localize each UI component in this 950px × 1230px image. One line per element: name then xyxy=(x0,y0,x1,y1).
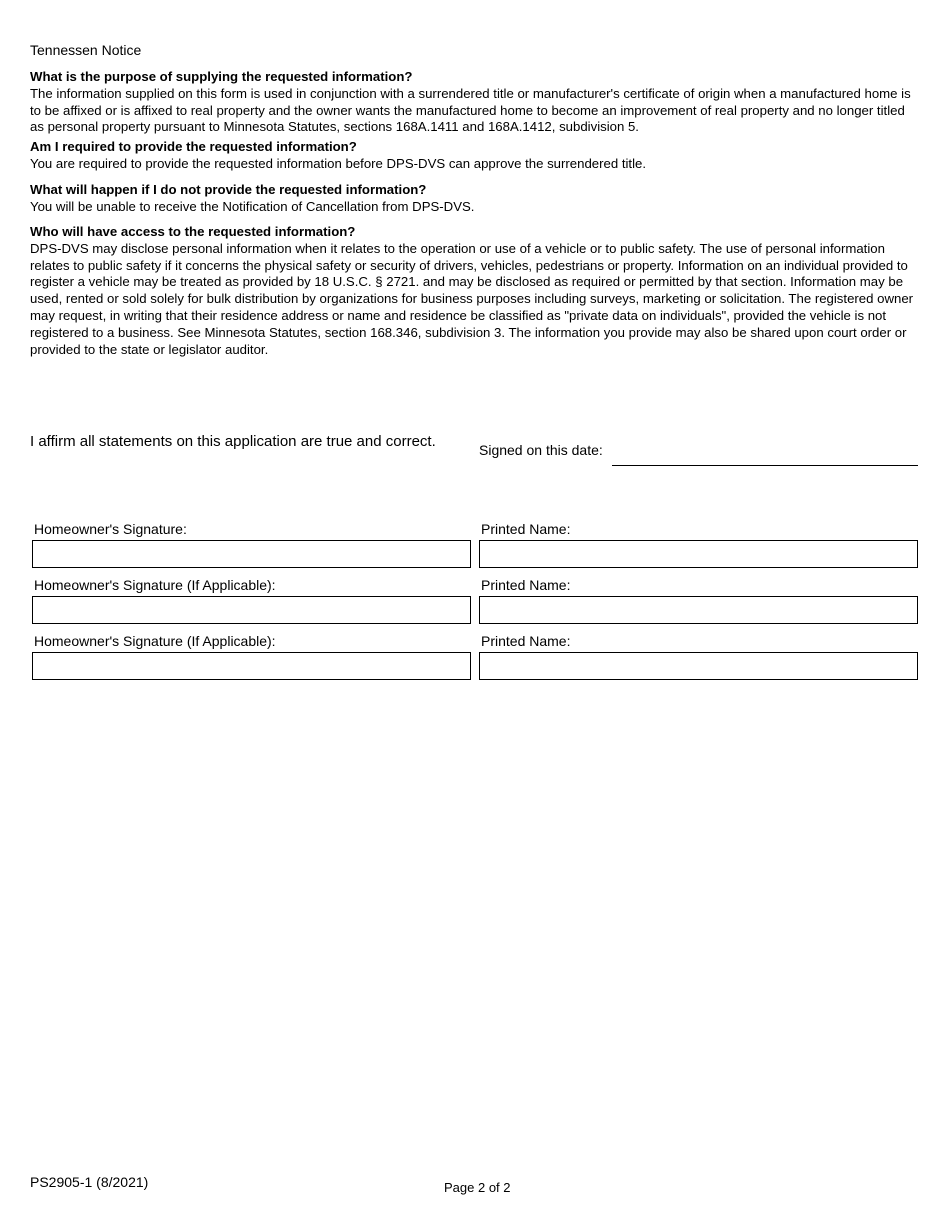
section-question: Who will have access to the requested information? xyxy=(30,224,356,239)
page-number: Page 2 of 2 xyxy=(444,1180,511,1195)
homeowner-signature-3-label: Homeowner's Signature (If Applicable): xyxy=(34,633,276,649)
printed-name-2-label: Printed Name: xyxy=(481,577,571,593)
affirmation-statement: I affirm all statements on this application are true and correct. xyxy=(30,433,436,450)
printed-name-field[interactable] xyxy=(479,540,918,568)
section-access xyxy=(30,224,920,358)
homeowner-signature-field[interactable] xyxy=(32,540,471,568)
homeowner-signature-3-field[interactable] xyxy=(32,652,471,680)
section-question: Am I required to provide the requested information? xyxy=(30,139,357,154)
section-purpose xyxy=(30,69,920,136)
notice-title: Tennessen Notice xyxy=(30,42,142,58)
section-answer: You are required to provide the requested information before DPS-DVS can approve the surrendered title. xyxy=(30,155,647,171)
section-question: What is the purpose of supplying the requested information? xyxy=(30,69,413,84)
signed-date-field[interactable] xyxy=(612,465,918,466)
section-answer: The information supplied on this form is used in conjunction with a surrendered title or manufacturer's certificate of origin when a manufactured home is to be affixed or is affixed to real property and the owner wants the manufactured home to become an improvement of real property and no longer titled as personal property pursuant to Minnesota Statutes, sections 168A.1411 and 168A.1412, subdivision 5. xyxy=(30,85,911,135)
printed-name-3-label: Printed Name: xyxy=(481,633,571,649)
homeowner-signature-2-field[interactable] xyxy=(32,596,471,624)
form-number: PS2905-1 (8/2021) xyxy=(30,1174,149,1190)
section-answer: You will be unable to receive the Notification of Cancellation from DPS-DVS. xyxy=(30,198,475,214)
section-consequence xyxy=(30,182,920,216)
homeowner-signature-2-label: Homeowner's Signature (If Applicable): xyxy=(34,577,276,593)
section-answer: DPS-DVS may disclose personal information when it relates to the operation or use of a vehicle or to public safety. The use of personal information relates to public safety if it concerns the physical safety or security of drivers, vehicles, pedestrians or property. Information on an individual provided to register a vehicle may be treated as provided by 18 U.S.C. § 2721. and may be disclosed as required or permitted by that section. Information may be used, rented or sold solely for bulk distribution by organizations for business purposes including surveys, marketing or solicitation. The registered owner may request, in writing that their residence address or name and residence be classified as "private data on individuals", provided the vehicle is not registered to a business. See Minnesota Statutes, section 168.346, subdivision 3. The information you provide may also be shared upon court order or provided to the state or legislator auditor. xyxy=(30,240,914,357)
section-question: What will happen if I do not provide the requested information? xyxy=(30,182,427,197)
signed-date-label: Signed on this date: xyxy=(479,442,603,458)
printed-name-2-field[interactable] xyxy=(479,596,918,624)
printed-name-label: Printed Name: xyxy=(481,521,571,537)
printed-name-3-field[interactable] xyxy=(479,652,918,680)
homeowner-signature-label: Homeowner's Signature: xyxy=(34,521,187,537)
section-required xyxy=(30,139,920,173)
